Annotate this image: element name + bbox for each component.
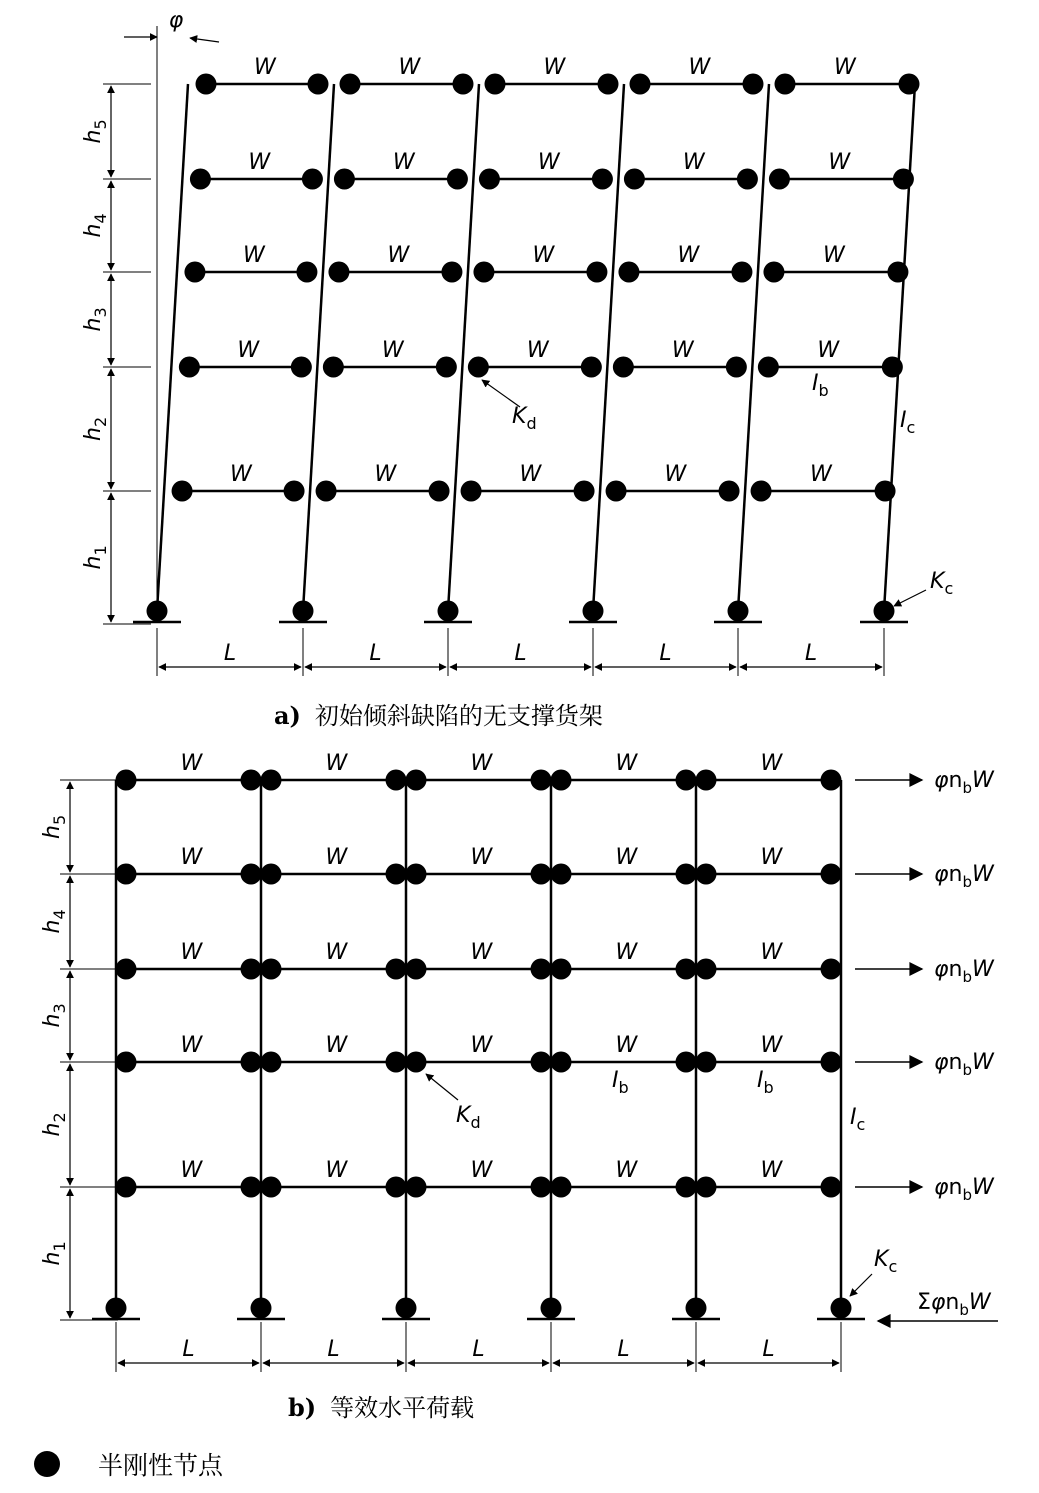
load-label-b: W: [615, 751, 638, 776]
height-label-b: $h_3$: [40, 1003, 69, 1028]
joint-b: [551, 1177, 572, 1198]
joint-a: [899, 74, 920, 95]
joint-a: [172, 481, 193, 502]
load-label-b: W: [615, 1158, 638, 1183]
span-label-a: L: [659, 641, 672, 666]
height-label-b: $h_4$: [40, 909, 69, 934]
caption-a: [274, 696, 603, 731]
base-b-pin: [831, 1298, 852, 1319]
load-label-a: W: [374, 462, 397, 487]
joint-b: [116, 1177, 137, 1198]
base-a-pin: [728, 601, 749, 622]
joint-b: [676, 1052, 697, 1073]
joint-b: [551, 1052, 572, 1073]
load-label-b: W: [615, 1033, 638, 1058]
joint-b: [676, 770, 697, 791]
joint-b: [531, 1177, 552, 1198]
tilt-dim-a: [190, 38, 219, 42]
load-label-a: W: [537, 150, 560, 175]
joint-b: [406, 770, 427, 791]
force-label-b: $\varphi n_bW$: [934, 1175, 994, 1204]
kc-label-a: $K_c$: [930, 569, 954, 598]
joint-b: [261, 1177, 282, 1198]
load-label-b: W: [760, 751, 783, 776]
joint-a: [323, 357, 344, 378]
base-a-pin: [583, 601, 604, 622]
joint-b: [676, 864, 697, 885]
load-label-a: W: [237, 338, 260, 363]
load-label-a: W: [828, 150, 851, 175]
base-b-pin: [541, 1298, 562, 1319]
load-label-a: W: [381, 338, 404, 363]
joint-a: [875, 481, 896, 502]
force-label-b: $\varphi n_bW$: [934, 768, 994, 797]
ic-label-b: $I_c$: [850, 1105, 866, 1134]
column-a: [738, 84, 769, 611]
joint-b: [676, 1177, 697, 1198]
joint-b: [241, 770, 262, 791]
load-label-b: W: [470, 1158, 493, 1183]
joint-a: [613, 357, 634, 378]
ib-label-b: $I_b$: [612, 1068, 629, 1097]
span-label-b: L: [617, 1337, 630, 1362]
load-label-a: W: [834, 55, 856, 80]
joint-a: [592, 169, 613, 190]
load-label-a: W: [392, 150, 415, 175]
kd-label-b: $K_d$: [456, 1103, 481, 1132]
column-a: [593, 84, 624, 611]
joint-a: [453, 74, 474, 95]
load-label-b: W: [180, 751, 203, 776]
joint-b: [696, 959, 717, 980]
kc-label-b: $K_c$: [874, 1247, 898, 1276]
base-a-pin: [293, 601, 314, 622]
force-label-b: $\varphi n_bW$: [934, 862, 994, 891]
joint-a: [179, 357, 200, 378]
joint-b: [551, 770, 572, 791]
load-label-b: W: [180, 1033, 203, 1058]
load-label-b: W: [180, 1158, 203, 1183]
joint-b: [696, 864, 717, 885]
kd-pointer-a: [482, 380, 520, 407]
column-a: [884, 84, 915, 611]
joint-a: [581, 357, 602, 378]
joint-a: [479, 169, 500, 190]
height-label-a: $h_1$: [81, 545, 110, 570]
column-a: [157, 84, 188, 611]
joint-a: [731, 262, 752, 283]
joint-b: [261, 959, 282, 980]
caption-a-text: 初始倾斜缺陷的无支撑货架: [314, 702, 603, 730]
semi-rigid-joint-icon: [34, 1451, 60, 1477]
kc-pointer-b: [850, 1274, 872, 1296]
joint-a: [334, 169, 355, 190]
joint-a: [763, 262, 784, 283]
joint-a: [893, 169, 914, 190]
joint-b: [821, 1177, 842, 1198]
joint-b: [406, 864, 427, 885]
kd-pointer-b: [426, 1074, 458, 1100]
legend-text: 半刚性节点: [98, 1451, 224, 1480]
joint-b: [116, 770, 137, 791]
base-b-pin: [251, 1298, 272, 1319]
joint-a: [316, 481, 337, 502]
caption-b-letter: b): [288, 1393, 317, 1422]
height-label-a: $h_5$: [81, 119, 110, 144]
joint-b: [531, 864, 552, 885]
joint-a: [737, 169, 758, 190]
column-a: [303, 84, 334, 611]
joint-b: [386, 1052, 407, 1073]
load-label-a: W: [254, 55, 276, 80]
load-label-b: W: [180, 940, 203, 965]
base-b-pin: [396, 1298, 417, 1319]
joint-a: [743, 74, 764, 95]
joint-b: [531, 959, 552, 980]
load-label-b: W: [470, 751, 493, 776]
joint-b: [116, 864, 137, 885]
joint-a: [436, 357, 457, 378]
joint-a: [461, 481, 482, 502]
joint-b: [406, 1177, 427, 1198]
joint-b: [116, 1052, 137, 1073]
joint-a: [887, 262, 908, 283]
span-label-a: L: [369, 641, 382, 666]
load-label-b: W: [615, 845, 638, 870]
joint-a: [441, 262, 462, 283]
joint-b: [386, 1177, 407, 1198]
load-label-a: W: [230, 462, 252, 487]
joint-b: [116, 959, 137, 980]
joint-a: [882, 357, 903, 378]
load-label-a: W: [242, 243, 265, 268]
legend: [34, 1446, 223, 1482]
joint-b: [551, 959, 572, 980]
joint-a: [758, 357, 779, 378]
load-label-b: W: [180, 845, 203, 870]
joint-b: [241, 864, 262, 885]
joint-a: [196, 74, 217, 95]
joint-a: [284, 481, 305, 502]
load-label-a: W: [677, 243, 700, 268]
joint-b: [821, 770, 842, 791]
height-label-a: $h_4$: [81, 213, 110, 238]
load-label-b: W: [325, 1158, 348, 1183]
load-label-b: W: [760, 845, 783, 870]
load-label-a: W: [387, 243, 410, 268]
force-label-b: $\varphi n_bW$: [934, 957, 994, 986]
load-label-a: W: [810, 462, 832, 487]
joint-b: [531, 1052, 552, 1073]
load-label-a: W: [817, 338, 840, 363]
span-label-b: L: [327, 1337, 340, 1362]
load-label-b: W: [325, 940, 348, 965]
joint-a: [340, 74, 361, 95]
span-label-a: L: [514, 641, 527, 666]
joint-a: [624, 169, 645, 190]
joint-b: [406, 959, 427, 980]
load-label-a: W: [682, 150, 705, 175]
joint-a: [296, 262, 317, 283]
caption-a-letter: a): [274, 701, 301, 730]
caption-b-text: 等效水平荷载: [330, 1394, 475, 1422]
joint-a: [328, 262, 349, 283]
kc-pointer-a: [894, 590, 926, 606]
load-label-b: W: [615, 940, 638, 965]
load-label-a: W: [688, 55, 711, 80]
load-label-a: W: [398, 55, 421, 80]
joint-b: [676, 959, 697, 980]
load-label-b: W: [325, 845, 348, 870]
joint-a: [308, 74, 329, 95]
base-a-pin: [438, 601, 459, 622]
caption-b: [288, 1388, 474, 1423]
joint-b: [241, 959, 262, 980]
joint-a: [574, 481, 595, 502]
joint-a: [751, 481, 772, 502]
height-label-a: $h_3$: [81, 307, 110, 332]
joint-a: [447, 169, 468, 190]
span-label-b: L: [472, 1337, 485, 1362]
height-label-a: $h_2$: [81, 416, 110, 441]
tilt-label-a: φ: [168, 8, 184, 33]
joint-b: [261, 770, 282, 791]
load-label-b: W: [325, 1033, 348, 1058]
ic-label-a: $I_c$: [900, 408, 916, 437]
joint-a: [618, 262, 639, 283]
joint-a: [190, 169, 211, 190]
joint-b: [696, 1177, 717, 1198]
joint-a: [630, 74, 651, 95]
ib-label-a: $I_b$: [812, 371, 829, 400]
load-label-a: W: [664, 462, 687, 487]
span-label-a: L: [804, 641, 818, 666]
joint-b: [821, 864, 842, 885]
base-b-pin: [686, 1298, 707, 1319]
reaction-label-b: Σφn$_b$W: [917, 1290, 991, 1319]
load-label-a: W: [532, 243, 555, 268]
load-label-a: W: [519, 462, 542, 487]
load-label-a: W: [543, 55, 566, 80]
load-label-b: W: [760, 940, 783, 965]
joint-b: [261, 1052, 282, 1073]
span-label-a: L: [223, 641, 237, 666]
joint-a: [598, 74, 619, 95]
joint-b: [531, 770, 552, 791]
joint-b: [551, 864, 572, 885]
joint-a: [291, 357, 312, 378]
span-label-b: L: [182, 1337, 195, 1362]
span-label-b: L: [762, 1337, 775, 1362]
height-label-b: $h_2$: [40, 1112, 69, 1137]
equivalent-load-frame: [40, 751, 998, 1372]
base-b-pin: [106, 1298, 127, 1319]
joint-b: [386, 959, 407, 980]
joint-a: [606, 481, 627, 502]
joint-a: [485, 74, 506, 95]
load-label-b: W: [470, 1033, 493, 1058]
joint-a: [719, 481, 740, 502]
joint-b: [386, 770, 407, 791]
ib-label-b: $I_b$: [757, 1068, 774, 1097]
joint-a: [769, 169, 790, 190]
joint-b: [696, 770, 717, 791]
joint-b: [696, 1052, 717, 1073]
force-label-b: $\varphi n_bW$: [934, 1050, 994, 1079]
load-label-b: W: [760, 1158, 783, 1183]
joint-a: [429, 481, 450, 502]
joint-b: [821, 1052, 842, 1073]
load-label-b: W: [325, 751, 348, 776]
load-label-a: W: [822, 243, 845, 268]
joint-b: [241, 1177, 262, 1198]
load-label-b: W: [470, 940, 493, 965]
joint-a: [726, 357, 747, 378]
joint-b: [406, 1052, 427, 1073]
joint-b: [386, 864, 407, 885]
joint-b: [261, 864, 282, 885]
column-a: [448, 84, 479, 611]
joint-a: [775, 74, 796, 95]
joint-a: [586, 262, 607, 283]
load-label-b: W: [470, 845, 493, 870]
load-label-a: W: [526, 338, 549, 363]
base-a-pin: [874, 601, 895, 622]
height-label-b: $h_1$: [40, 1241, 69, 1266]
load-label-a: W: [248, 150, 271, 175]
tilted-rack-frame: [81, 8, 953, 676]
height-label-b: $h_5$: [40, 814, 69, 839]
joint-a: [302, 169, 323, 190]
load-label-a: W: [671, 338, 694, 363]
joint-a: [473, 262, 494, 283]
kd-label-a: $K_d$: [512, 404, 537, 433]
joint-a: [184, 262, 205, 283]
joint-b: [241, 1052, 262, 1073]
joint-a: [468, 357, 489, 378]
load-label-b: W: [760, 1033, 783, 1058]
joint-b: [821, 959, 842, 980]
